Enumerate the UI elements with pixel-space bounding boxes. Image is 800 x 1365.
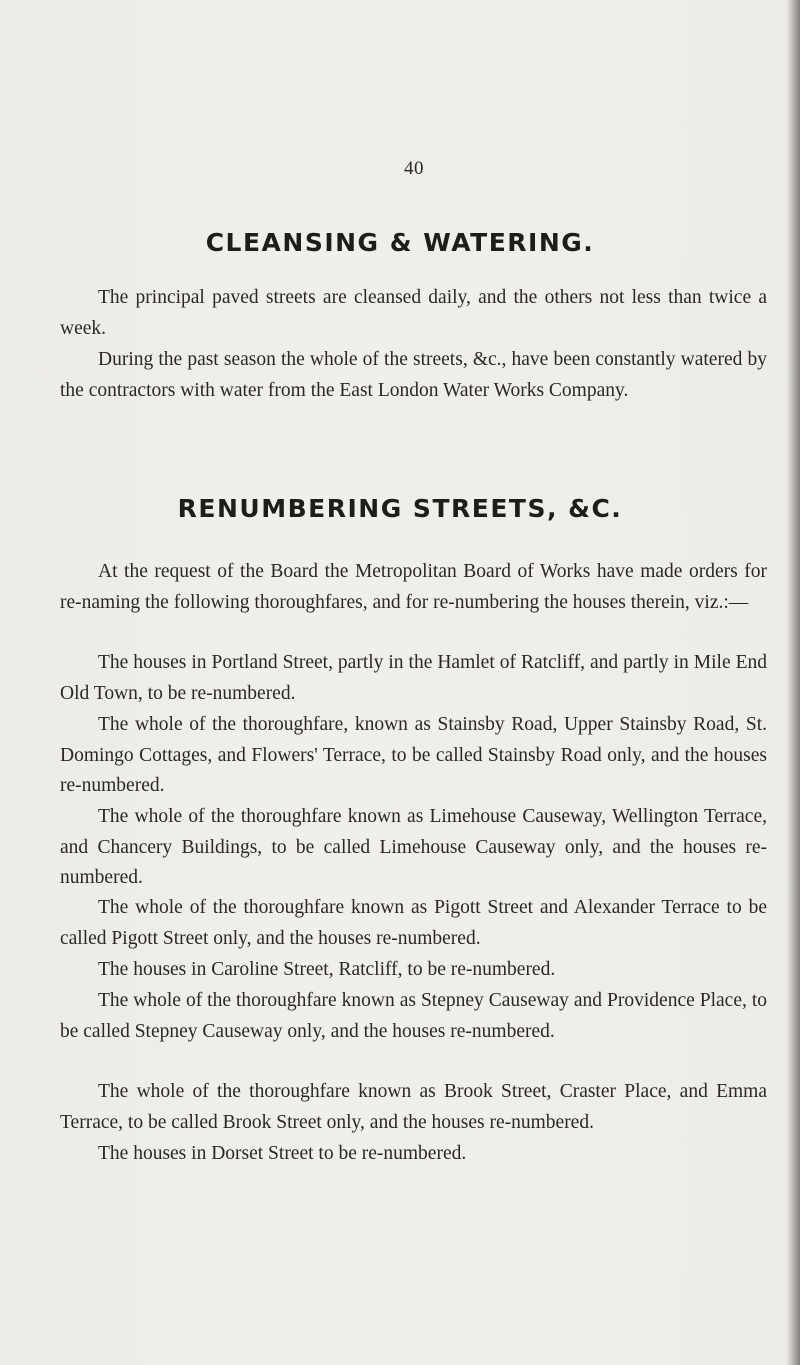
paragraph-cleansing-frequency: The principal paved streets are cleansed daily, and the others not less than twice a week. — [60, 287, 767, 339]
section-heading-renumbering: RENUMBERING STREETS, &C. — [177, 494, 623, 523]
page-edge-shadow — [786, 0, 800, 1365]
paragraph-portland-street: The houses in Portland Street, partly in the Hamlet of Ratcliff, and partly in Mile End Old Town, to be re-numbered. — [60, 652, 767, 704]
section-heading-cleansing: CLEANSING & WATERING. — [205, 228, 595, 257]
paragraph-dorset-street: The houses in Dorset Street to be re-numbered. — [98, 1143, 467, 1164]
paragraph-stainsby-road: The whole of the thoroughfare, known as Stainsby Road, Upper Stainsby Road, St. Domingo Cottages, and Flowers' Terrace, to be called Stainsby Road only, and the houses re-numbered. — [60, 714, 767, 796]
paragraph-board-request: At the request of the Board the Metropolitan Board of Works have made orders for re-naming the following thoroughfares, and for re-numbering the houses therein, viz.:— — [60, 561, 767, 613]
paragraph-stepney-causeway: The whole of the thoroughfare known as Stepney Causeway and Providence Place, to be called Stepney Causeway only, and the houses re-numbered. — [60, 990, 767, 1042]
paragraph-limehouse-causeway: The whole of the thoroughfare known as Limehouse Causeway, Wellington Terrace, and Chancery Buildings, to be called Limehouse Causeway only, and the houses re-numbered. — [60, 806, 767, 888]
paragraph-caroline-street: The houses in Caroline Street, Ratcliff, to be re-numbered. — [98, 959, 556, 980]
page-number: 40 — [404, 158, 424, 179]
paragraph-watering: During the past season the whole of the streets, &c., have been constantly watered by the contractors with water from the East London Water Works Company. — [60, 349, 767, 401]
paragraph-pigott-street: The whole of the thoroughfare known as Pigott Street and Alexander Terrace to be called Pigott Street only, and the houses re-numbered. — [60, 897, 767, 949]
paragraph-brook-street: The whole of the thoroughfare known as Brook Street, Craster Place, and Emma Terrace, to be called Brook Street only, and the houses re-numbered. — [60, 1081, 767, 1133]
